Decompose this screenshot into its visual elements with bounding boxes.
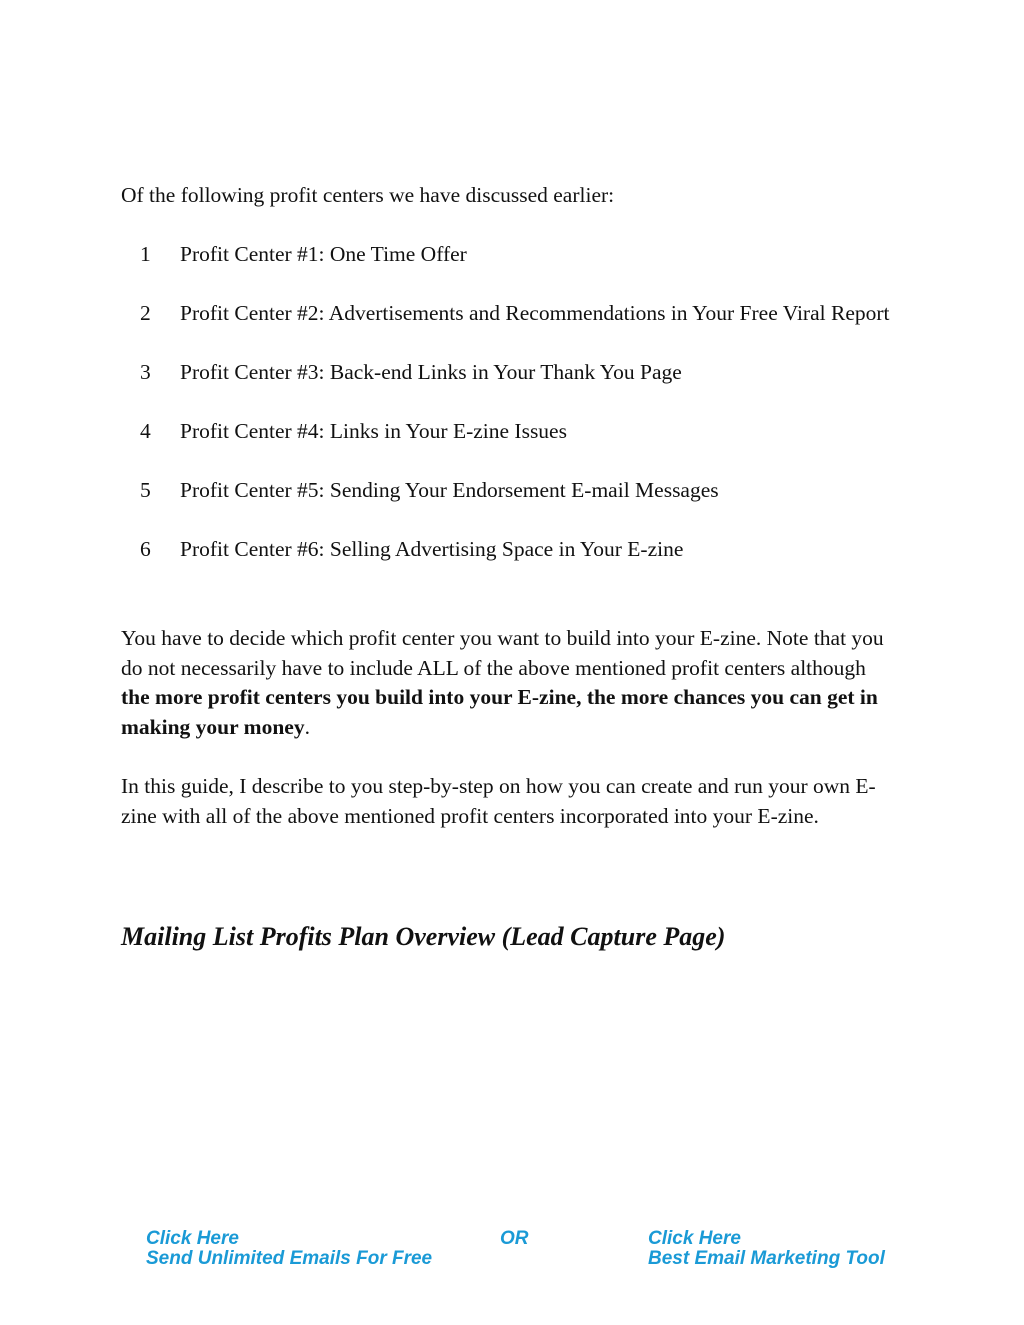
list-item-number: 3 — [140, 360, 151, 384]
list-item-number: 1 — [140, 242, 151, 266]
list-item-text: Profit Center #3: Back-end Links in Your Thank You Page — [180, 360, 682, 384]
list-item — [121, 416, 901, 446]
footer-or-separator — [500, 1229, 529, 1249]
list-item — [121, 298, 901, 328]
paragraph-end: . — [304, 714, 310, 739]
paragraph-emphasis: the more profit centers you build into your E-zine, the more chances you can get in making your money — [121, 685, 878, 739]
click-here-link[interactable]: Click Here — [648, 1228, 741, 1249]
list-item — [121, 357, 901, 387]
footer-left-link[interactable] — [146, 1229, 432, 1269]
list-item-number: 2 — [140, 301, 151, 325]
list-item-text: Profit Center #5: Sending Your Endorsement E-mail Messages — [180, 478, 719, 502]
list-item-text: Profit Center #6: Selling Advertising Space in Your E-zine — [180, 537, 684, 561]
guide-paragraph: In this guide, I describe to you step-by-step on how you can create and run your own E-zine with all of the above mentioned profit centers incorporated into your E-zine. — [121, 774, 876, 828]
list-item-number: 5 — [140, 478, 151, 502]
list-item — [121, 475, 901, 505]
list-item-text: Profit Center #4: Links in Your E-zine Issues — [180, 419, 567, 443]
list-item — [121, 534, 901, 564]
section-heading: Mailing List Profits Plan Overview (Lead Capture Page) — [121, 922, 726, 951]
paragraph-text: You have to decide which profit center you want to build into your E-zine. Note that you do not necessarily have to include ALL of the above mentioned profit centers although — [121, 626, 884, 680]
list-item-text: Profit Center #2: Advertisements and Recommendations in Your Free Viral Report — [180, 301, 890, 325]
footer-right-link[interactable] — [648, 1229, 885, 1269]
profit-center-list — [121, 239, 901, 593]
list-item — [121, 239, 901, 269]
list-item-text: Profit Center #1: One Time Offer — [180, 242, 467, 266]
list-item-number: 6 — [140, 537, 151, 561]
decision-paragraph — [121, 624, 891, 742]
intro-text: Of the following profit centers we have discussed earlier: — [121, 183, 615, 207]
click-here-link[interactable]: Click Here — [146, 1228, 239, 1249]
list-item-number: 4 — [140, 419, 151, 443]
footer-links — [0, 1229, 1024, 1279]
send-unlimited-emails-link[interactable]: Send Unlimited Emails For Free — [146, 1248, 433, 1269]
or-text: OR — [500, 1228, 529, 1249]
best-email-marketing-tool-link[interactable]: Best Email Marketing Tool — [648, 1248, 885, 1269]
